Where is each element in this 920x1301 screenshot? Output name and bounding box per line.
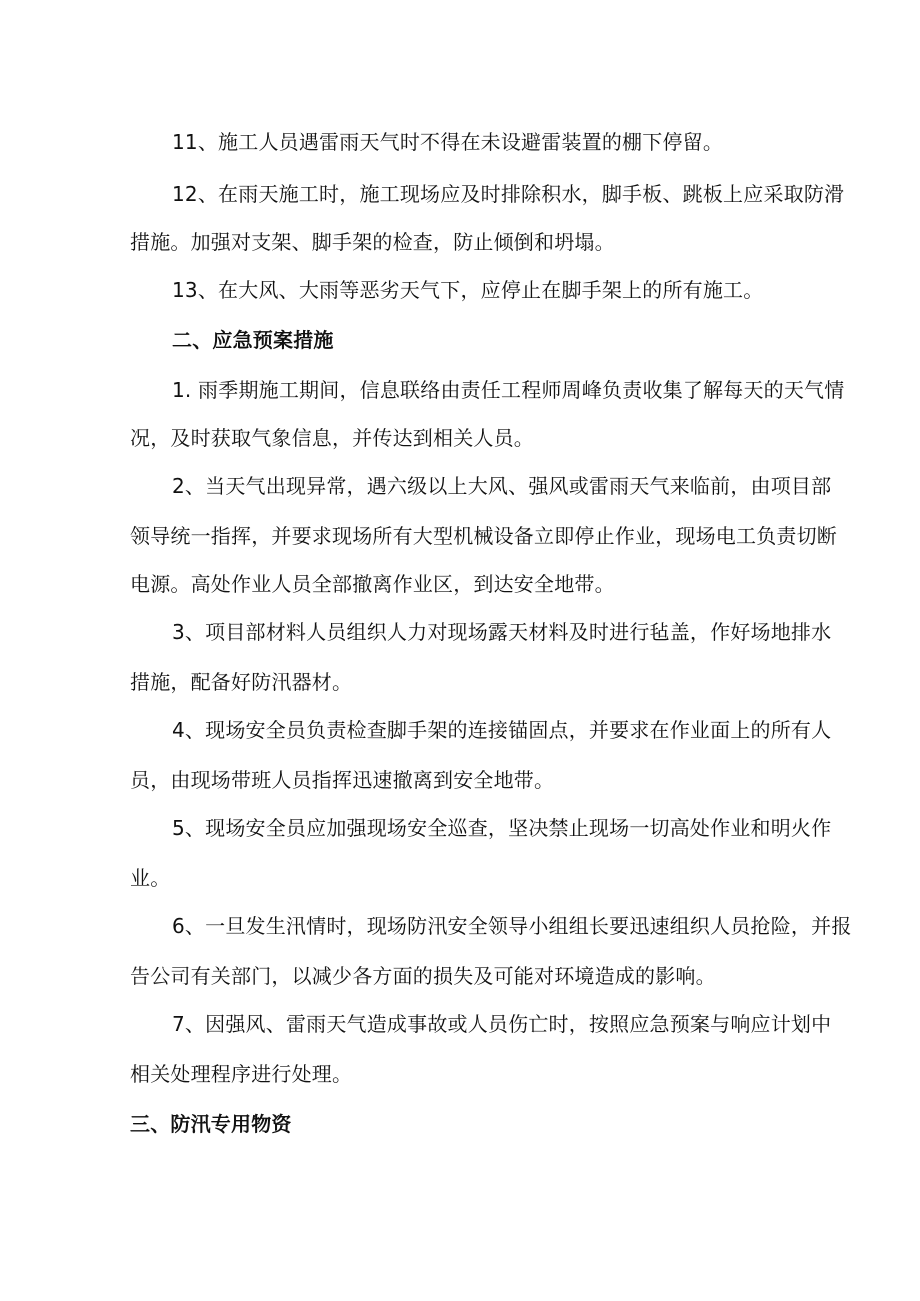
item-7-line-2: 相关处理程序进行处理。 (130, 1062, 353, 1086)
item-6-line-2: 告公司有关部门，以减少各方面的损失及可能对环境造成的影响。 (130, 964, 716, 988)
item-3-line-2: 措施，配备好防汛器材。 (130, 670, 353, 694)
item-12-line-2: 措施。加强对支架、脚手架的检查，防止倾倒和坍塌。 (130, 230, 615, 254)
item-3-line-1: 3、项目部材料人员组织人力对现场露天材料及时进行毡盖，作好场地排水 (172, 620, 832, 644)
item-7-line-1: 7、因强风、雷雨天气造成事故或人员伤亡时，按照应急预案与响应计划中 (172, 1012, 832, 1036)
item-4-line-1: 4、现场安全员负责检查脚手架的连接锚固点，并要求在作业面上的所有人 (172, 718, 832, 742)
item-2-line-1: 2、当天气出现异常，遇六级以上大风、强风或雷雨天气来临前，由项目部 (172, 474, 832, 498)
item-1-line-2: 况，及时获取气象信息，并传达到相关人员。 (130, 426, 534, 450)
item-5-line-1: 5、现场安全员应加强现场安全巡查，坚决禁止现场一切高处作业和明火作 (172, 816, 832, 840)
section-2-heading: 二、应急预案措施 (172, 328, 334, 352)
section-3-heading: 三、防汛专用物资 (130, 1112, 292, 1136)
item-1-line-1: 1. 雨季期施工期间，信息联络由责任工程师周峰负责收集了解每天的天气情 (172, 378, 845, 402)
item-2-line-3: 电源。高处作业人员全部撤离作业区，到达安全地带。 (130, 572, 615, 596)
item-4-line-2: 员，由现场带班人员指挥迅速撤离到安全地带。 (130, 768, 555, 792)
item-13-line-1: 13、在大风、大雨等恶劣天气下，应停止在脚手架上的所有施工。 (172, 278, 764, 302)
item-12-line-1: 12、在雨天施工时，施工现场应及时排除积水，脚手板、跳板上应采取防滑 (172, 182, 845, 206)
item-5-line-2: 业。 (130, 866, 171, 890)
item-2-line-2: 领导统一指挥，并要求现场所有大型机械设备立即停止作业，现场电工负责切断 (130, 524, 837, 548)
item-6-line-1: 6、一旦发生汛情时，现场防汛安全领导小组组长要迅速组织人员抢险，并报 (172, 914, 852, 938)
item-11-line-1: 11、施工人员遇雷雨天气时不得在未设避雷装置的棚下停留。 (172, 130, 724, 154)
